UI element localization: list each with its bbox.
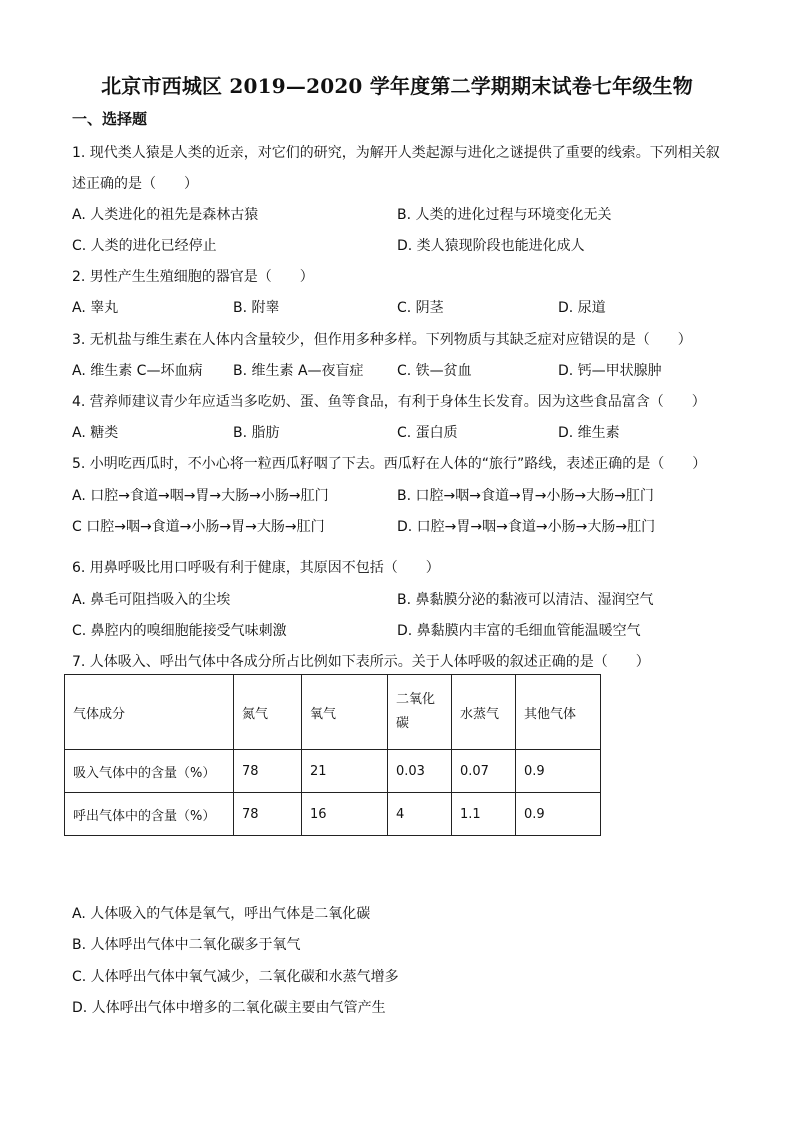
- table-cell: 78: [234, 793, 302, 836]
- question-5-option-b: B. 口腔→咽→食道→胃→小肠→大肠→肛门: [397, 488, 654, 504]
- table-row: [65, 793, 601, 836]
- table-cell: 4: [388, 793, 452, 836]
- question-3-option-d: D. 钙—甲状腺肿: [558, 363, 662, 379]
- question-5-option-c: C 口腔→咽→食道→小肠→胃→大肠→肛门: [72, 519, 325, 535]
- question-6-option-a: A. 鼻毛可阻挡吸入的尘埃: [72, 592, 231, 608]
- table-header-cell: 氧气: [302, 675, 388, 750]
- table-header-cell: 氮气: [234, 675, 302, 750]
- table-cell: 0.9: [516, 793, 601, 836]
- question-6-stem: 6. 用鼻呼吸比用口呼吸有利于健康，其原因不包括（ ）: [72, 560, 440, 576]
- question-1-stem: 1. 现代类人猿是人类的近亲，对它们的研究，为解开人类起源与进化之谜提供了重要的线索。下列相关叙: [72, 145, 720, 161]
- question-7-option-a: A. 人体吸入的气体是氧气，呼出气体是二氧化碳: [72, 906, 371, 922]
- question-4-stem: 4. 营养师建议青少年应适当多吃奶、蛋、鱼等食品，有利于身体生长发育。因为这些食品富含（ ）: [72, 394, 706, 410]
- table-cell: 78: [234, 750, 302, 793]
- question-5-stem: 5. 小明吃西瓜时，不小心将一粒西瓜籽咽了下去。西瓜籽在人体的“旅行”路线，表述正确的是（ ）: [72, 456, 707, 472]
- question-7-stem: 7. 人体吸入、呼出气体中各成分所占比例如下表所示。关于人体呼吸的叙述正确的是（ ）: [72, 654, 650, 670]
- question-1-option-b: B. 人类的进化过程与环境变化无关: [397, 207, 612, 223]
- table-cell: 吸入气体中的含量（%）: [65, 750, 234, 793]
- question-1-option-a: A. 人类进化的祖先是森林古猿: [72, 207, 259, 223]
- question-7-option-d: D. 人体呼出气体中增多的二氧化碳主要由气管产生: [72, 1000, 386, 1016]
- table-cell: 16: [302, 793, 388, 836]
- question-6-option-c: C. 鼻腔内的嗅细胞能接受气味刺激: [72, 623, 287, 639]
- table-cell: 0.07: [452, 750, 516, 793]
- question-3-stem: 3. 无机盐与维生素在人体内含量较少，但作用多种多样。下列物质与其缺乏症对应错误的是（ ）: [72, 332, 692, 348]
- gas-composition-table: [64, 674, 601, 836]
- table-header-row: [65, 675, 601, 750]
- question-5-option-d: D. 口腔→胃→咽→食道→小肠→大肠→肛门: [397, 519, 656, 535]
- table-header-cell: 气体成分: [65, 675, 234, 750]
- section-heading: 一、选择题: [72, 110, 148, 128]
- question-2-option-a: A. 睾丸: [72, 300, 119, 316]
- table-row: [65, 750, 601, 793]
- table-cell: 21: [302, 750, 388, 793]
- question-1-option-d: D. 类人猿现阶段也能进化成人: [397, 238, 585, 254]
- table-cell: 呼出气体中的含量（%）: [65, 793, 234, 836]
- question-2-stem: 2. 男性产生生殖细胞的器官是（ ）: [72, 269, 314, 285]
- question-3-option-b: B. 维生素 A—夜盲症: [233, 363, 364, 379]
- table-header-cell: 其他气体: [516, 675, 601, 750]
- table-header-cell: [388, 675, 452, 750]
- question-2-option-d: D. 尿道: [558, 300, 606, 316]
- table-cell: 0.9: [516, 750, 601, 793]
- question-2-option-b: B. 附睾: [233, 300, 280, 316]
- question-6-option-b: B. 鼻黏膜分泌的黏液可以清洁、湿润空气: [397, 592, 654, 608]
- question-3-option-a: A. 维生素 C—坏血病: [72, 363, 203, 379]
- question-7-option-c: C. 人体呼出气体中氧气减少，二氧化碳和水蒸气增多: [72, 969, 399, 985]
- table-header-co2-line1: 二氧化: [396, 692, 436, 707]
- question-3-option-c: C. 铁—贫血: [397, 363, 472, 379]
- exam-title: 北京市西城区 2019—2020 学年度第二学期期末试卷七年级生物: [101, 74, 693, 98]
- question-1-stem-cont: 述正确的是（ ）: [72, 176, 198, 192]
- table-cell: 1.1: [452, 793, 516, 836]
- table-header-cell: 水蒸气: [452, 675, 516, 750]
- question-2-option-c: C. 阴茎: [397, 300, 444, 316]
- question-4-option-c: C. 蛋白质: [397, 425, 458, 441]
- question-4-option-b: B. 脂肪: [233, 425, 280, 441]
- question-7-option-b: B. 人体呼出气体中二氧化碳多于氧气: [72, 937, 301, 953]
- table-header-co2-line2: 碳: [396, 716, 410, 731]
- question-1-option-c: C. 人类的进化已经停止: [72, 238, 217, 254]
- question-5-option-a: A. 口腔→食道→咽→胃→大肠→小肠→肛门: [72, 488, 329, 504]
- table-cell: 0.03: [388, 750, 452, 793]
- question-6-option-d: D. 鼻黏膜内丰富的毛细血管能温暖空气: [397, 623, 641, 639]
- question-4-option-d: D. 维生素: [558, 425, 620, 441]
- question-4-option-a: A. 糖类: [72, 425, 119, 441]
